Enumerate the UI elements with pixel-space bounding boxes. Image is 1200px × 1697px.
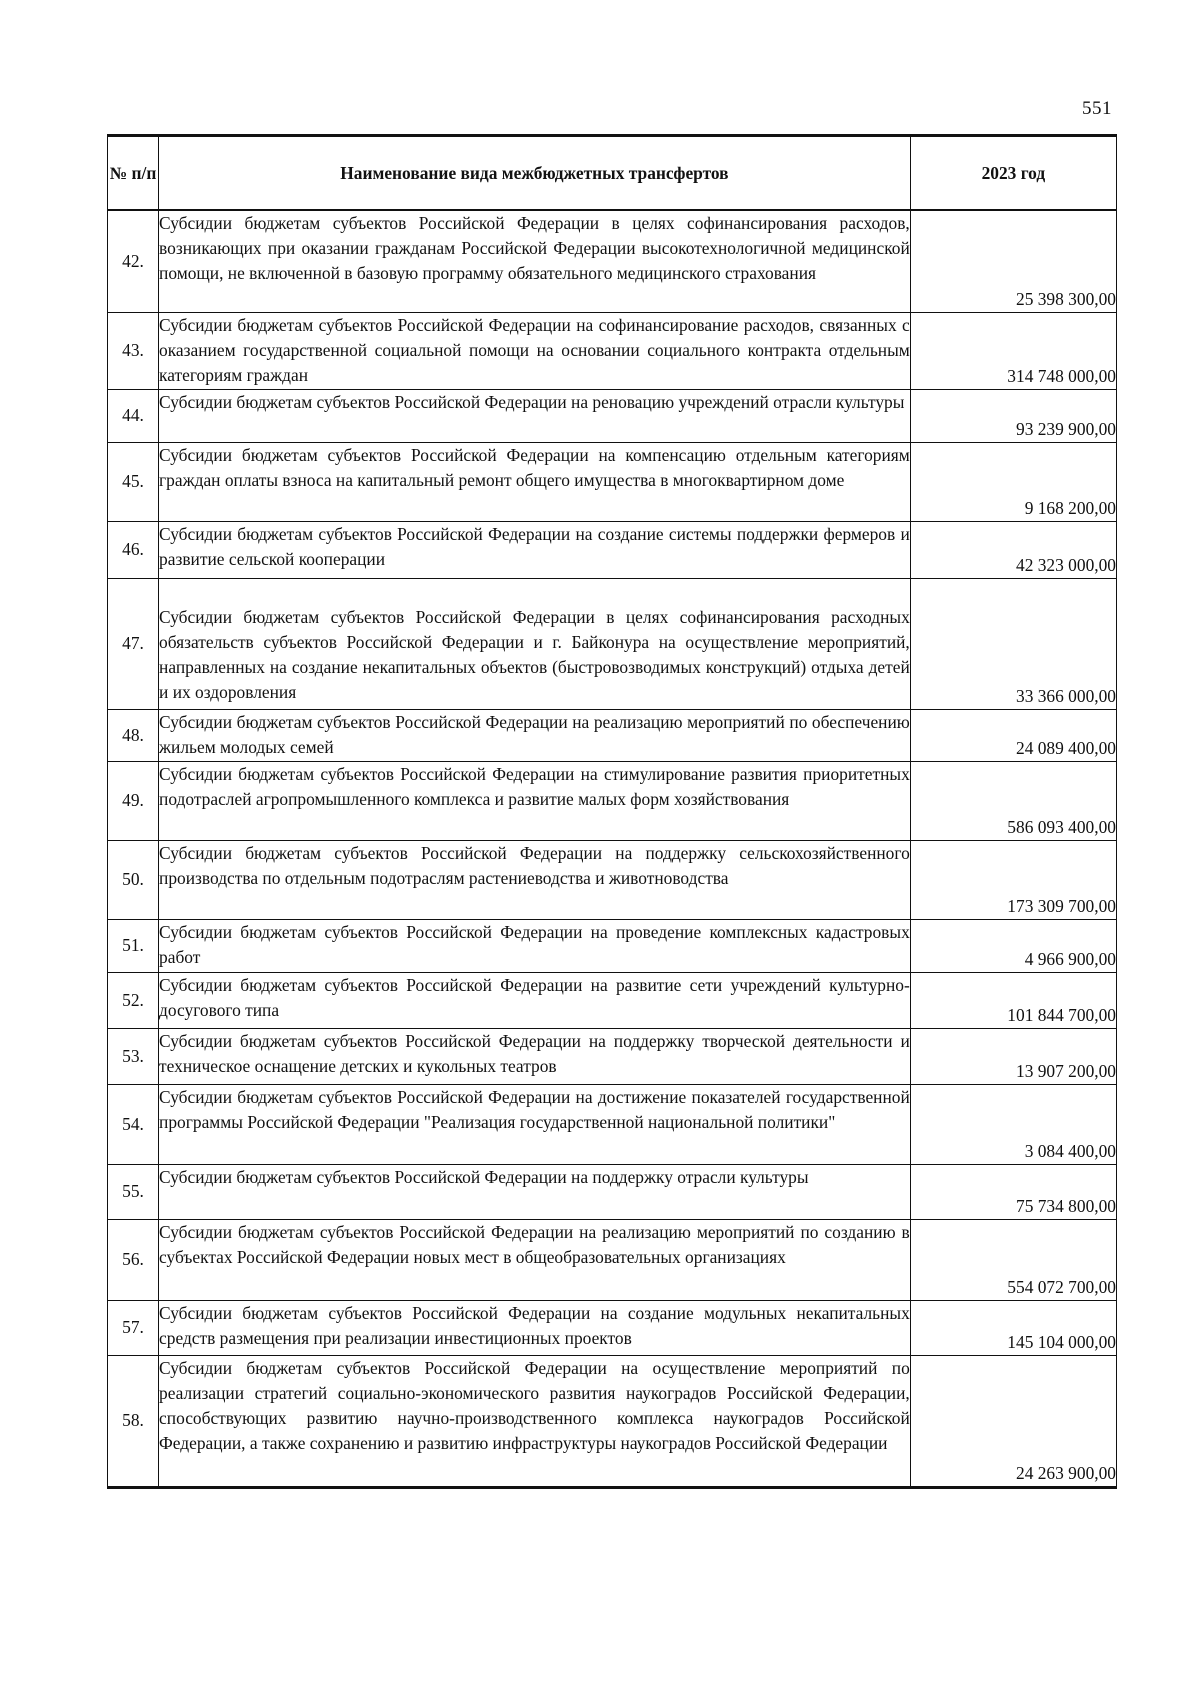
row-amount: 33 366 000,00 <box>910 578 1116 709</box>
table-row <box>108 210 1117 312</box>
table-header <box>108 136 1117 211</box>
row-amount: 173 309 700,00 <box>910 840 1116 919</box>
header-amount: 2023 год <box>910 136 1116 211</box>
row-name: Субсидии бюджетам субъектов Российской Федерации на стимулирование развития приоритетных подотраслей агропромышленного комплекса и развитие малых форм хозяйствования <box>159 761 911 840</box>
table-row <box>108 521 1117 578</box>
row-name: Субсидии бюджетам субъектов Российской Федерации на софинансирование расходов, связанных с оказанием государственной социальной помощи на основании социального контракта отдельным категориям граждан <box>159 312 911 389</box>
row-number: 58. <box>108 1355 159 1487</box>
row-number: 47. <box>108 578 159 709</box>
header-name: Наименование вида межбюджетных трансфертов <box>159 136 911 211</box>
row-amount: 93 239 900,00 <box>910 389 1116 442</box>
row-amount: 554 072 700,00 <box>910 1219 1116 1300</box>
transfers-table <box>107 134 1117 1489</box>
row-name: Субсидии бюджетам субъектов Российской Федерации на проведение комплексных кадастровых работ <box>159 919 911 972</box>
row-amount: 4 966 900,00 <box>910 919 1116 972</box>
row-name: Субсидии бюджетам субъектов Российской Федерации в целях софинансирования расходных обязательств субъектов Российской Федерации и г. Байконура на осуществление мероприятий, направленных на создание некапитальных объектов (быстровозводимых конструкций) отдыха детей и их оздоровления <box>159 578 911 709</box>
row-number: 52. <box>108 972 159 1028</box>
header-row <box>108 136 1117 211</box>
table-row <box>108 578 1117 709</box>
row-name: Субсидии бюджетам субъектов Российской Федерации на поддержку творческой деятельности и техническое оснащение детских и кукольных театров <box>159 1028 911 1084</box>
row-name: Субсидии бюджетам субъектов Российской Федерации на создание модульных некапитальных средств размещения при реализации инвестиционных проектов <box>159 1300 911 1355</box>
row-name: Субсидии бюджетам субъектов Российской Федерации на реализацию мероприятий по созданию в субъектах Российской Федерации новых мест в общеобразовательных организациях <box>159 1219 911 1300</box>
table-row <box>108 442 1117 521</box>
table-row <box>108 919 1117 972</box>
table-row <box>108 1028 1117 1084</box>
table-row <box>108 840 1117 919</box>
row-number: 48. <box>108 709 159 761</box>
header-number: № п/п <box>108 136 159 211</box>
row-name: Субсидии бюджетам субъектов Российской Федерации на реализацию мероприятий по обеспечению жильем молодых семей <box>159 709 911 761</box>
row-number: 56. <box>108 1219 159 1300</box>
row-amount: 9 168 200,00 <box>910 442 1116 521</box>
table-row <box>108 1355 1117 1487</box>
row-number: 42. <box>108 210 159 312</box>
row-name: Субсидии бюджетам субъектов Российской Федерации на достижение показателей государственной программы Российской Федерации "Реализация государственной национальной политики" <box>159 1084 911 1164</box>
table-row <box>108 1084 1117 1164</box>
row-amount: 145 104 000,00 <box>910 1300 1116 1355</box>
table-row <box>108 1219 1117 1300</box>
row-name: Субсидии бюджетам субъектов Российской Федерации на поддержку сельскохозяйственного производства по отдельным подотраслям растениеводства и животноводства <box>159 840 911 919</box>
table-body <box>108 210 1117 1487</box>
table-row <box>108 1300 1117 1355</box>
row-number: 55. <box>108 1164 159 1219</box>
page-number: 551 <box>1082 98 1112 119</box>
row-amount: 314 748 000,00 <box>910 312 1116 389</box>
table-row <box>108 972 1117 1028</box>
row-name: Субсидии бюджетам субъектов Российской Федерации на компенсацию отдельным категориям граждан оплаты взноса на капитальный ремонт общего имущества в многоквартирном доме <box>159 442 911 521</box>
table-row <box>108 761 1117 840</box>
row-amount: 3 084 400,00 <box>910 1084 1116 1164</box>
row-number: 51. <box>108 919 159 972</box>
row-number: 50. <box>108 840 159 919</box>
row-number: 45. <box>108 442 159 521</box>
row-number: 53. <box>108 1028 159 1084</box>
row-name: Субсидии бюджетам субъектов Российской Федерации на развитие сети учреждений культурно-досугового типа <box>159 972 911 1028</box>
row-name: Субсидии бюджетам субъектов Российской Федерации на реновацию учреждений отрасли культуры <box>159 389 911 442</box>
row-amount: 101 844 700,00 <box>910 972 1116 1028</box>
row-name: Субсидии бюджетам субъектов Российской Федерации на создание системы поддержки фермеров и развитие сельской кооперации <box>159 521 911 578</box>
row-name: Субсидии бюджетам субъектов Российской Федерации в целях софинансирования расходов, возникающих при оказании гражданам Российской Федерации высокотехнологичной медицинской помощи, не включенной в базовую программу обязательного медицинского страхования <box>159 210 911 312</box>
row-name: Субсидии бюджетам субъектов Российской Федерации на поддержку отрасли культуры <box>159 1164 911 1219</box>
row-amount: 586 093 400,00 <box>910 761 1116 840</box>
row-number: 49. <box>108 761 159 840</box>
table-row <box>108 312 1117 389</box>
row-amount: 24 263 900,00 <box>910 1355 1116 1487</box>
row-name: Субсидии бюджетам субъектов Российской Федерации на осуществление мероприятий по реализации стратегий социально-экономического развития наукоградов Российской Федерации, способствующих развитию научно-производственного комплекса наукоградов Российской Федерации, а также сохранению и развитию инфраструктуры наукоградов Российской Федерации <box>159 1355 911 1487</box>
row-number: 44. <box>108 389 159 442</box>
table-row <box>108 389 1117 442</box>
row-number: 57. <box>108 1300 159 1355</box>
table-row <box>108 1164 1117 1219</box>
row-amount: 24 089 400,00 <box>910 709 1116 761</box>
row-number: 54. <box>108 1084 159 1164</box>
row-number: 43. <box>108 312 159 389</box>
row-amount: 13 907 200,00 <box>910 1028 1116 1084</box>
row-number: 46. <box>108 521 159 578</box>
row-amount: 42 323 000,00 <box>910 521 1116 578</box>
table-row <box>108 709 1117 761</box>
row-amount: 25 398 300,00 <box>910 210 1116 312</box>
row-amount: 75 734 800,00 <box>910 1164 1116 1219</box>
